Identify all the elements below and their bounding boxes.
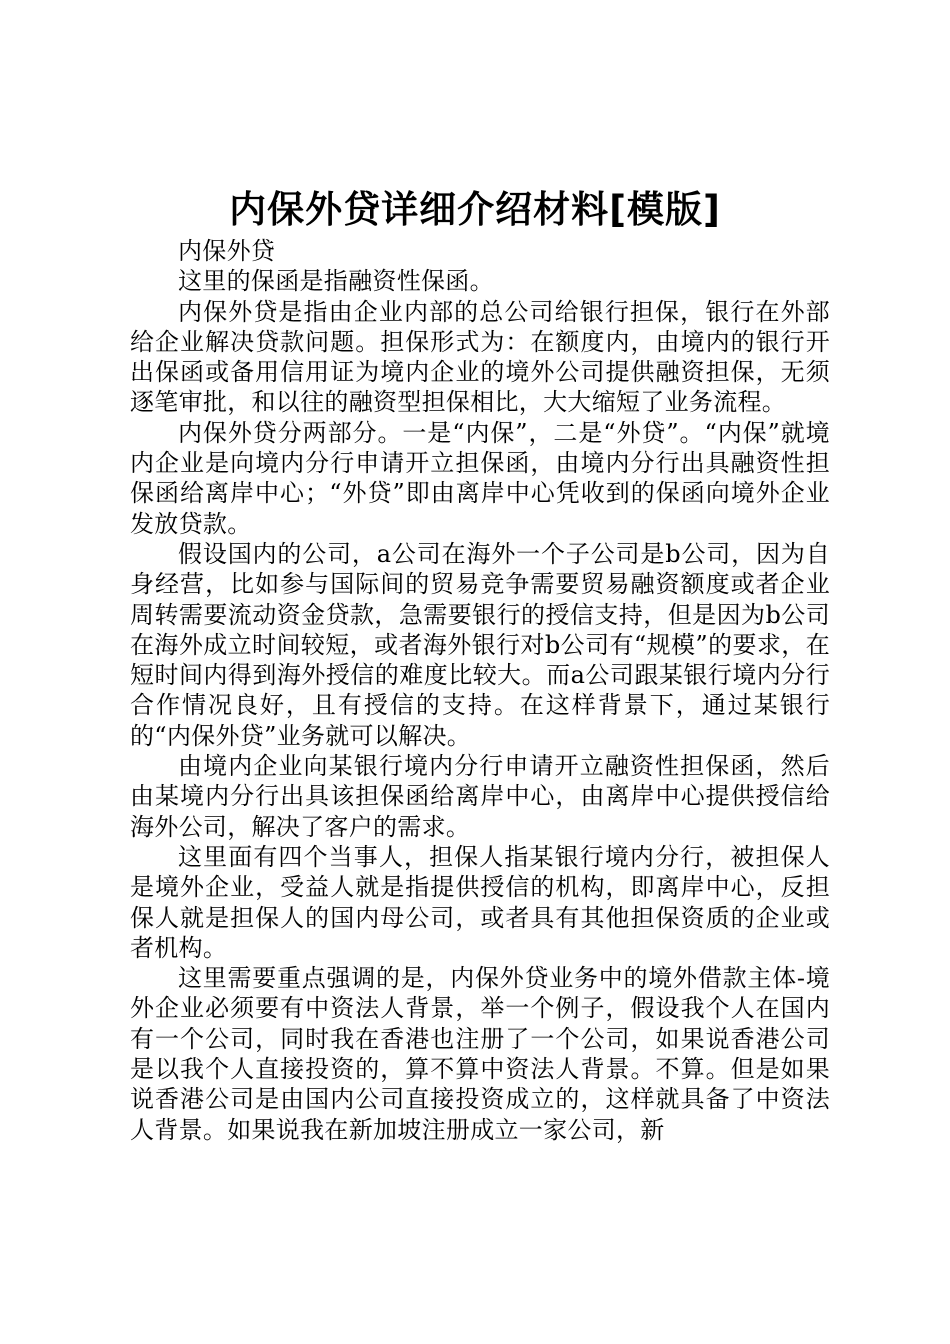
paragraph: 这里的保函是指融资性保函。 bbox=[178, 267, 494, 296]
paragraph: 内保外贷分两部分。一是“内保”，二是“外贷”。“内保”就境内企业是向境内分行申请开立担保函，由境内分行出具融资性担保函给离岸中心；“外贷”即由离岸中心凭收到的保函向境外企业发放贷款。 bbox=[130, 418, 830, 538]
paragraph: 由境内企业向某银行境内分行申请开立融资性担保函，然后由某境内分行出具该担保函给离岸中心，由离岸中心提供授信给海外公司，解决了客户的需求。 bbox=[130, 752, 830, 841]
document-body bbox=[130, 236, 830, 1145]
paragraph: 这里面有四个当事人，担保人指某银行境内分行，被担保人是境外企业，受益人就是指提供授信的机构，即离岸中心，反担保人就是担保人的国内母公司，或者具有其他担保资质的企业或者机构。 bbox=[130, 842, 830, 962]
paragraph: 内保外贷是指由企业内部的总公司给银行担保，银行在外部给企业解决贷款问题。担保形式为：在额度内，由境内的银行开出保函或备用信用证为境内企业的境外公司提供融资担保，无须逐笔审批，和以往的融资型担保相比，大大缩短了业务流程。 bbox=[130, 297, 830, 417]
paragraph-heading: 内保外贷 bbox=[178, 237, 276, 265]
paragraph: 假设国内的公司，a公司在海外一个子公司是b公司，因为自身经营，比如参与国际间的贸易竞争需要贸易融资额度或者企业周转需要流动资金贷款，急需要银行的授信支持，但是因为b公司在海外成立时间较短，或者海外银行对b公司有“规模”的要求，在短时间内得到海外授信的难度比较大。而a公司跟某银行境内分行合作情况良好，且有授信的支持。在这样背景下，通过某银行的“内保外贷”业务就可以解决。 bbox=[130, 539, 830, 750]
document-title: 内保外贷详细介绍材料[模版] bbox=[229, 188, 721, 231]
paragraph: 这里需要重点强调的是，内保外贷业务中的境外借款主体-境外企业必须要有中资法人背景，举一个例子，假设我个人在国内有一个公司，同时我在香港也注册了一个公司，如果说香港公司是以我个人直接投资的，算不算中资法人背景。不算。但是如果说香港公司是由国内公司直接投资成立的，这样就具备了中资法人背景。如果说我在新加坡注册成立一家公司，新 bbox=[130, 964, 830, 1144]
